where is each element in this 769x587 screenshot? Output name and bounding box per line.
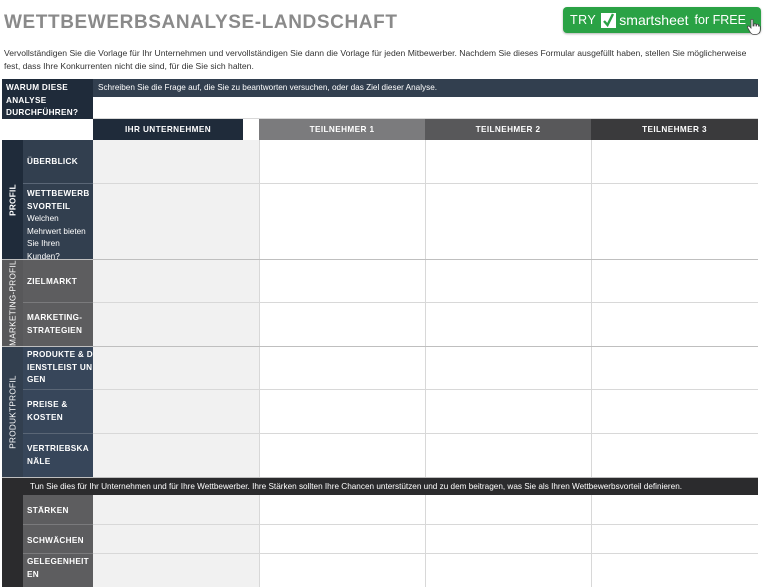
cell-p1[interactable]	[259, 434, 425, 477]
row-zielmarkt	[2, 260, 758, 303]
row-label-ueberblick: ÜBERBLICK	[23, 140, 93, 184]
row-label-marketing-strategien: MARKETING-STRATEGIEN	[23, 303, 93, 346]
row-marketing-strategien	[2, 303, 758, 346]
row-sublabel-wettbewerbsvorteil: Welchen Mehrwert bieten Sie Ihren Kunden?	[27, 214, 86, 261]
cell-own[interactable]	[93, 554, 259, 587]
row-vertriebskanaele	[2, 434, 758, 477]
section-label-profil: PROFIL	[2, 140, 23, 259]
cell-p1[interactable]	[259, 347, 425, 390]
why-label: WARUM DIESE ANALYSE DURCHFÜHREN?	[2, 79, 93, 119]
column-header-row	[2, 119, 758, 140]
free-label: for FREE	[694, 13, 746, 27]
why-row	[2, 79, 758, 119]
cell-p3[interactable]	[591, 140, 758, 184]
row-gelegenheiten	[2, 554, 758, 587]
cell-p2[interactable]	[425, 303, 591, 346]
section-label-produkt: PRODUKTPROFIL	[2, 347, 23, 477]
intro-text: Vervollständigen Sie die Vorlage für Ihr Unternehmen und vervollständigen Sie dann die Vorlage für jeden Mitbewerber. Nachdem Sie dieses Formular ausgefüllt haben, stellen Sie möglicherweise fest, dass Ihre Konkurrenten nicht die sind, für die Sie sich halten.	[4, 48, 747, 71]
cell-p1[interactable]	[259, 390, 425, 434]
cell-p3[interactable]	[591, 390, 758, 434]
row-label-zielmarkt: ZIELMARKT	[23, 260, 93, 303]
cell-p2[interactable]	[425, 184, 591, 259]
cell-p3[interactable]	[591, 495, 758, 525]
cell-p1[interactable]	[259, 184, 425, 259]
cell-p2[interactable]	[425, 390, 591, 434]
cell-own[interactable]	[93, 184, 259, 259]
try-smartsheet-button[interactable]	[563, 7, 761, 33]
row-label-wettbewerbsvorteil: WETTBEWERB SVORTEIL Welchen Mehrwert bieten Sie Ihren Kunden?	[23, 184, 93, 259]
row-staerken	[2, 495, 758, 525]
row-label-gelegenheiten: GELEGENHEIT EN	[23, 554, 93, 587]
cell-p1[interactable]	[259, 140, 425, 184]
row-label-vertriebskanaele: VERTRIEBSKA NÄLE	[23, 434, 93, 477]
page-title: WETTBEWERBSANALYSE-LANDSCHAFT	[4, 12, 398, 33]
cell-own[interactable]	[93, 347, 259, 390]
why-prompt: Schreiben Sie die Frage auf, die Sie zu beantworten versuchen, oder das Ziel dieser Analyse.	[93, 79, 758, 97]
cell-p2[interactable]	[425, 260, 591, 303]
cell-own[interactable]	[93, 434, 259, 477]
cell-p2[interactable]	[425, 140, 591, 184]
col-header-participant-1: TEILNEHMER 1	[259, 119, 425, 140]
cell-p1[interactable]	[259, 260, 425, 303]
col-header-own-company: IHR UNTERNEHMEN	[93, 119, 243, 140]
why-area	[93, 79, 758, 119]
row-label-preise: PREISE & KOSTEN	[23, 390, 93, 434]
row-label-produkte: PRODUKTE & DIENSTLEIST UNGEN	[23, 347, 93, 390]
section-label-marketing: MARKETING-PROFIL	[2, 260, 23, 346]
brand-name: smartsheet	[619, 12, 689, 28]
cell-p2[interactable]	[425, 525, 591, 554]
cell-p3[interactable]	[591, 434, 758, 477]
swot-intro-row	[2, 478, 758, 495]
col-header-participant-3: TEILNEHMER 3	[591, 119, 758, 140]
swot-intro: Tun Sie dies für Ihr Unternehmen und für Ihre Wettbewerber. Ihre Stärken sollten Ihre Chancen unterstützen und zu dem beitragen, was Sie als Ihren Wettbewerbsvorteil definieren.	[23, 478, 758, 495]
row-produkte	[2, 347, 758, 390]
why-input[interactable]	[93, 97, 758, 119]
cell-own[interactable]	[93, 303, 259, 346]
cell-p3[interactable]	[591, 554, 758, 587]
row-wettbewerbsvorteil	[2, 184, 758, 259]
cell-p1[interactable]	[259, 554, 425, 587]
row-preise	[2, 390, 758, 434]
cell-p3[interactable]	[591, 525, 758, 554]
cell-own[interactable]	[93, 525, 259, 554]
cell-p2[interactable]	[425, 495, 591, 525]
hand-cursor-icon	[747, 19, 761, 38]
cell-own[interactable]	[93, 140, 259, 184]
row-schwaechen	[2, 525, 758, 554]
row-label-staerken: STÄRKEN	[23, 495, 93, 525]
header-spacer	[2, 119, 93, 140]
row-ueberblick	[2, 140, 758, 184]
cell-p1[interactable]	[259, 495, 425, 525]
cell-p3[interactable]	[591, 184, 758, 259]
cell-p2[interactable]	[425, 554, 591, 587]
cell-p3[interactable]	[591, 347, 758, 390]
cell-own[interactable]	[93, 390, 259, 434]
cell-p3[interactable]	[591, 303, 758, 346]
cell-p3[interactable]	[591, 260, 758, 303]
cell-p1[interactable]	[259, 303, 425, 346]
row-label-schwaechen: SCHWÄCHEN	[23, 525, 93, 554]
checkmark-icon	[601, 13, 616, 28]
try-label: TRY	[570, 13, 597, 27]
cell-p2[interactable]	[425, 434, 591, 477]
cell-p1[interactable]	[259, 525, 425, 554]
cell-own[interactable]	[93, 495, 259, 525]
cell-own[interactable]	[93, 260, 259, 303]
col-header-participant-2: TEILNEHMER 2	[425, 119, 591, 140]
cell-p2[interactable]	[425, 347, 591, 390]
